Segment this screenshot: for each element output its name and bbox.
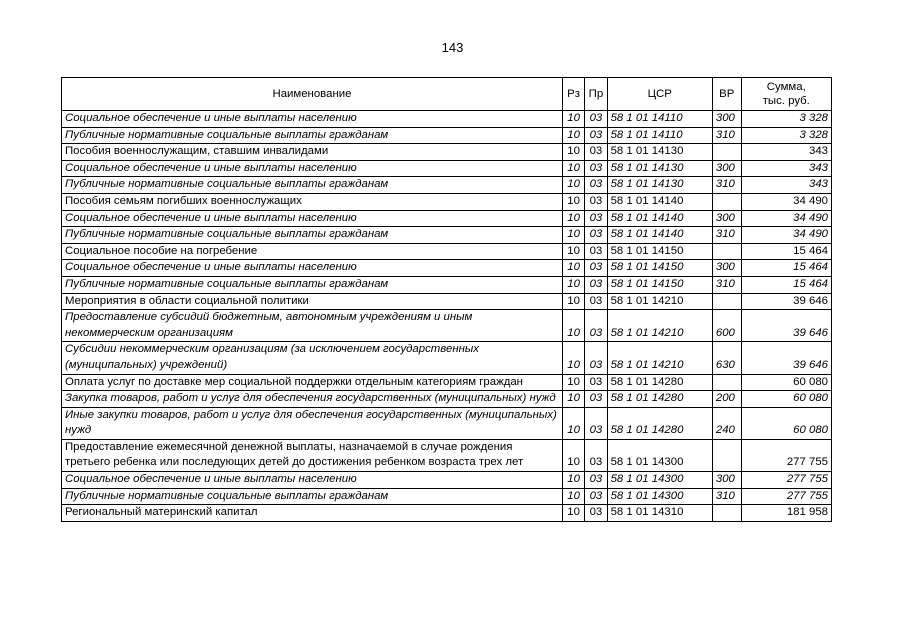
cell-csr: 58 1 01 14150: [607, 260, 712, 277]
table-row: [62, 227, 832, 244]
cell-vr: [712, 505, 741, 522]
cell-pr: 03: [585, 472, 607, 489]
table-row: [62, 374, 832, 391]
cell-csr: 58 1 01 14130: [607, 177, 712, 194]
cell-csr: 58 1 01 14110: [607, 111, 712, 128]
cell-rz: 10: [562, 276, 584, 293]
cell-rz: 10: [562, 374, 584, 391]
cell-sum: 39 646: [741, 293, 831, 310]
cell-sum: 15 464: [741, 276, 831, 293]
table-row: [62, 210, 832, 227]
cell-vr: 300: [712, 260, 741, 277]
cell-rz: 10: [562, 310, 584, 342]
header-sum: [741, 78, 831, 111]
cell-vr: 240: [712, 407, 741, 439]
cell-rz: 10: [562, 505, 584, 522]
cell-rz: 10: [562, 391, 584, 408]
cell-rz: 10: [562, 177, 584, 194]
cell-vr: [712, 374, 741, 391]
cell-sum: 34 490: [741, 210, 831, 227]
cell-csr: 58 1 01 14210: [607, 293, 712, 310]
cell-pr: 03: [585, 144, 607, 161]
cell-sum: 3 328: [741, 111, 831, 128]
header-rz: Рз: [562, 78, 584, 111]
table-header-row: [62, 78, 832, 111]
cell-pr: 03: [585, 227, 607, 244]
cell-csr: 58 1 01 14130: [607, 144, 712, 161]
cell-vr: [712, 144, 741, 161]
cell-name: Предоставление субсидий бюджетным, автономным учреждениям и иным некоммерческим организациям: [62, 310, 563, 342]
cell-rz: 10: [562, 342, 584, 374]
cell-sum: 343: [741, 177, 831, 194]
cell-csr: 58 1 01 14300: [607, 488, 712, 505]
cell-pr: 03: [585, 127, 607, 144]
cell-vr: 310: [712, 177, 741, 194]
table-row: [62, 111, 832, 128]
cell-name: Пособия военнослужащим, ставшим инвалидами: [62, 144, 563, 161]
cell-name: Мероприятия в области социальной политики: [62, 293, 563, 310]
cell-sum: 39 646: [741, 310, 831, 342]
cell-vr: 310: [712, 276, 741, 293]
cell-pr: 03: [585, 407, 607, 439]
header-name: Наименование: [62, 78, 563, 111]
cell-name: Публичные нормативные социальные выплаты гражданам: [62, 127, 563, 144]
header-pr: Пр: [585, 78, 607, 111]
cell-csr: 58 1 01 14150: [607, 243, 712, 260]
cell-pr: 03: [585, 310, 607, 342]
cell-rz: 10: [562, 227, 584, 244]
cell-sum: 15 464: [741, 243, 831, 260]
cell-csr: 58 1 01 14110: [607, 127, 712, 144]
cell-vr: 300: [712, 472, 741, 489]
table-row: [62, 293, 832, 310]
cell-vr: [712, 293, 741, 310]
table-row: [62, 391, 832, 408]
table-row: [62, 144, 832, 161]
cell-name: Иные закупки товаров, работ и услуг для обеспечения государственных (муниципальных) нужд: [62, 407, 563, 439]
cell-name: Пособия семьям погибших военнослужащих: [62, 193, 563, 210]
table-row: [62, 193, 832, 210]
table-row: [62, 472, 832, 489]
cell-vr: [712, 439, 741, 471]
cell-sum: 60 080: [741, 374, 831, 391]
cell-sum: 34 490: [741, 227, 831, 244]
table-row: [62, 342, 832, 374]
table-row: [62, 160, 832, 177]
table-row: [62, 177, 832, 194]
cell-csr: 58 1 01 14310: [607, 505, 712, 522]
cell-name: Социальное пособие на погребение: [62, 243, 563, 260]
cell-pr: 03: [585, 276, 607, 293]
cell-name: Публичные нормативные социальные выплаты гражданам: [62, 177, 563, 194]
cell-vr: 200: [712, 391, 741, 408]
header-csr: ЦСР: [607, 78, 712, 111]
cell-rz: 10: [562, 160, 584, 177]
cell-name: Публичные нормативные социальные выплаты гражданам: [62, 276, 563, 293]
cell-name: Закупка товаров, работ и услуг для обеспечения государственных (муниципальных) нужд: [62, 391, 563, 408]
cell-csr: 58 1 01 14300: [607, 472, 712, 489]
table-row: [62, 407, 832, 439]
cell-csr: 58 1 01 14140: [607, 193, 712, 210]
table-row: [62, 439, 832, 471]
cell-vr: 300: [712, 111, 741, 128]
cell-sum: 277 755: [741, 439, 831, 471]
page-number: 143: [441, 40, 464, 55]
cell-rz: 10: [562, 210, 584, 227]
table-row: [62, 310, 832, 342]
cell-rz: 10: [562, 293, 584, 310]
cell-name: Социальное обеспечение и иные выплаты населению: [62, 472, 563, 489]
cell-sum: 39 646: [741, 342, 831, 374]
cell-csr: 58 1 01 14210: [607, 342, 712, 374]
cell-csr: 58 1 01 14140: [607, 227, 712, 244]
cell-pr: 03: [585, 243, 607, 260]
cell-sum: 343: [741, 144, 831, 161]
cell-sum: 60 080: [741, 391, 831, 408]
cell-csr: 58 1 01 14140: [607, 210, 712, 227]
cell-pr: 03: [585, 342, 607, 374]
cell-pr: 03: [585, 488, 607, 505]
table-row: [62, 488, 832, 505]
cell-rz: 10: [562, 111, 584, 128]
cell-pr: 03: [585, 177, 607, 194]
table-row: [62, 243, 832, 260]
cell-rz: 10: [562, 439, 584, 471]
cell-pr: 03: [585, 193, 607, 210]
cell-rz: 10: [562, 144, 584, 161]
cell-pr: 03: [585, 505, 607, 522]
table-row: [62, 276, 832, 293]
cell-pr: 03: [585, 391, 607, 408]
cell-sum: 181 958: [741, 505, 831, 522]
cell-pr: 03: [585, 260, 607, 277]
cell-rz: 10: [562, 488, 584, 505]
cell-csr: 58 1 01 14130: [607, 160, 712, 177]
cell-name: Субсидии некоммерческим организациям (за исключением государственных (муниципальных) учреждений): [62, 342, 563, 374]
cell-rz: 10: [562, 193, 584, 210]
cell-name: Предоставление ежемесячной денежной выплаты, назначаемой в случае рождения третьего ребенка или последующих детей до достижения ребенком возраста трех лет: [62, 439, 563, 471]
cell-csr: 58 1 01 14150: [607, 276, 712, 293]
table-row: [62, 127, 832, 144]
header-sum-line2: тыс. руб.: [762, 95, 810, 107]
cell-vr: 600: [712, 310, 741, 342]
cell-rz: 10: [562, 243, 584, 260]
cell-sum: 343: [741, 160, 831, 177]
cell-sum: 15 464: [741, 260, 831, 277]
cell-csr: 58 1 01 14280: [607, 391, 712, 408]
cell-vr: 310: [712, 227, 741, 244]
cell-sum: 277 755: [741, 472, 831, 489]
cell-pr: 03: [585, 374, 607, 391]
cell-name: Социальное обеспечение и иные выплаты населению: [62, 160, 563, 177]
cell-csr: 58 1 01 14300: [607, 439, 712, 471]
cell-vr: 310: [712, 488, 741, 505]
cell-vr: [712, 193, 741, 210]
table-row: [62, 505, 832, 522]
cell-csr: 58 1 01 14210: [607, 310, 712, 342]
cell-pr: 03: [585, 160, 607, 177]
cell-name: Социальное обеспечение и иные выплаты населению: [62, 111, 563, 128]
cell-vr: 630: [712, 342, 741, 374]
cell-name: Публичные нормативные социальные выплаты гражданам: [62, 227, 563, 244]
cell-csr: 58 1 01 14280: [607, 374, 712, 391]
cell-pr: 03: [585, 293, 607, 310]
cell-vr: 300: [712, 160, 741, 177]
budget-table: [61, 77, 832, 522]
cell-pr: 03: [585, 111, 607, 128]
cell-pr: 03: [585, 210, 607, 227]
cell-sum: 3 328: [741, 127, 831, 144]
cell-name: Региональный материнский капитал: [62, 505, 563, 522]
cell-sum: 60 080: [741, 407, 831, 439]
cell-rz: 10: [562, 407, 584, 439]
cell-sum: 34 490: [741, 193, 831, 210]
cell-rz: 10: [562, 260, 584, 277]
cell-name: Социальное обеспечение и иные выплаты населению: [62, 210, 563, 227]
cell-rz: 10: [562, 127, 584, 144]
cell-sum: 277 755: [741, 488, 831, 505]
cell-pr: 03: [585, 439, 607, 471]
header-sum-line1: Сумма,: [766, 81, 806, 93]
cell-name: Социальное обеспечение и иные выплаты населению: [62, 260, 563, 277]
cell-name: Публичные нормативные социальные выплаты гражданам: [62, 488, 563, 505]
table-row: [62, 260, 832, 277]
header-vr: ВР: [712, 78, 741, 111]
cell-vr: 310: [712, 127, 741, 144]
cell-vr: [712, 243, 741, 260]
cell-rz: 10: [562, 472, 584, 489]
cell-vr: 300: [712, 210, 741, 227]
cell-csr: 58 1 01 14280: [607, 407, 712, 439]
cell-name: Оплата услуг по доставке мер социальной поддержки отдельным категориям граждан: [62, 374, 563, 391]
